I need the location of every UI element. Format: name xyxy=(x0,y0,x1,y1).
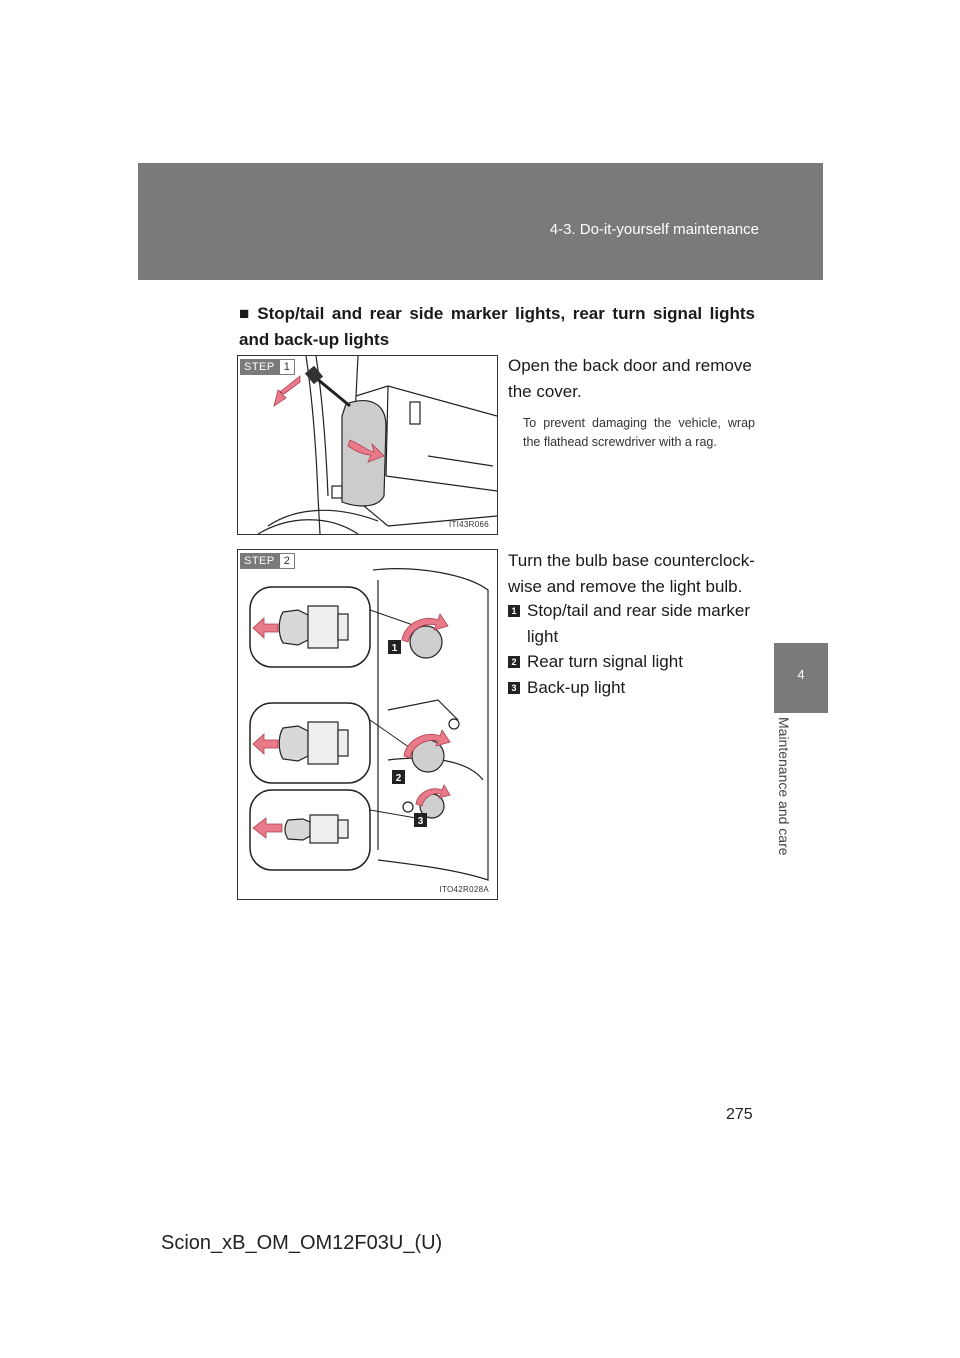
callout-3 xyxy=(414,813,427,827)
page-number: 275 xyxy=(726,1106,753,1123)
svg-text:3: 3 xyxy=(417,816,424,827)
svg-text:2: 2 xyxy=(395,773,402,784)
legend-label: Stop/tail and rear side marker light xyxy=(527,601,750,646)
chapter-tab[interactable] xyxy=(774,643,828,713)
section-title: 4-3. Do-it-yourself maintenance xyxy=(549,221,759,238)
header-band xyxy=(138,163,823,280)
number-box-icon: 2 xyxy=(508,656,520,668)
step2-instruction: Turn the bulb base counterclock-wise and remove the light bulb. xyxy=(508,551,755,596)
step1-note: To prevent damaging the vehicle, wrap the flathead screwdriver with a rag. xyxy=(523,416,755,449)
step1-illustration xyxy=(238,356,497,534)
callout-1 xyxy=(388,640,401,654)
chapter-number: 4 xyxy=(797,667,805,682)
square-bullet-icon: ■ xyxy=(239,304,250,323)
step2-badge: STEP 2 xyxy=(240,553,295,569)
figure-code: ITO42R028A xyxy=(439,885,489,894)
legend-label: Rear turn signal light xyxy=(527,652,683,671)
document-footer: Scion_xB_OM_OM12F03U_(U) xyxy=(161,1232,443,1254)
pull-arrow-icon xyxy=(274,376,300,406)
section-heading-text: Stop/tail and rear side marker lights, rear turn signal lights and back-up lights xyxy=(239,304,755,349)
callout-2 xyxy=(392,770,405,784)
svg-text:1: 1 xyxy=(391,643,398,654)
legend-label: Back-up light xyxy=(527,678,626,697)
number-box-icon: 3 xyxy=(508,682,520,694)
step2-figure xyxy=(237,549,498,900)
step1-figure xyxy=(237,355,498,535)
chapter-label: Maintenance and care xyxy=(776,717,792,856)
number-box-icon: 1 xyxy=(508,605,520,617)
step1-badge: STEP 1 xyxy=(240,359,295,375)
step2-illustration xyxy=(238,550,497,899)
figure-code: ITI43R066 xyxy=(448,520,489,529)
step1-instruction: Open the back door and remove the cover. xyxy=(508,356,752,401)
section-heading xyxy=(239,301,755,353)
